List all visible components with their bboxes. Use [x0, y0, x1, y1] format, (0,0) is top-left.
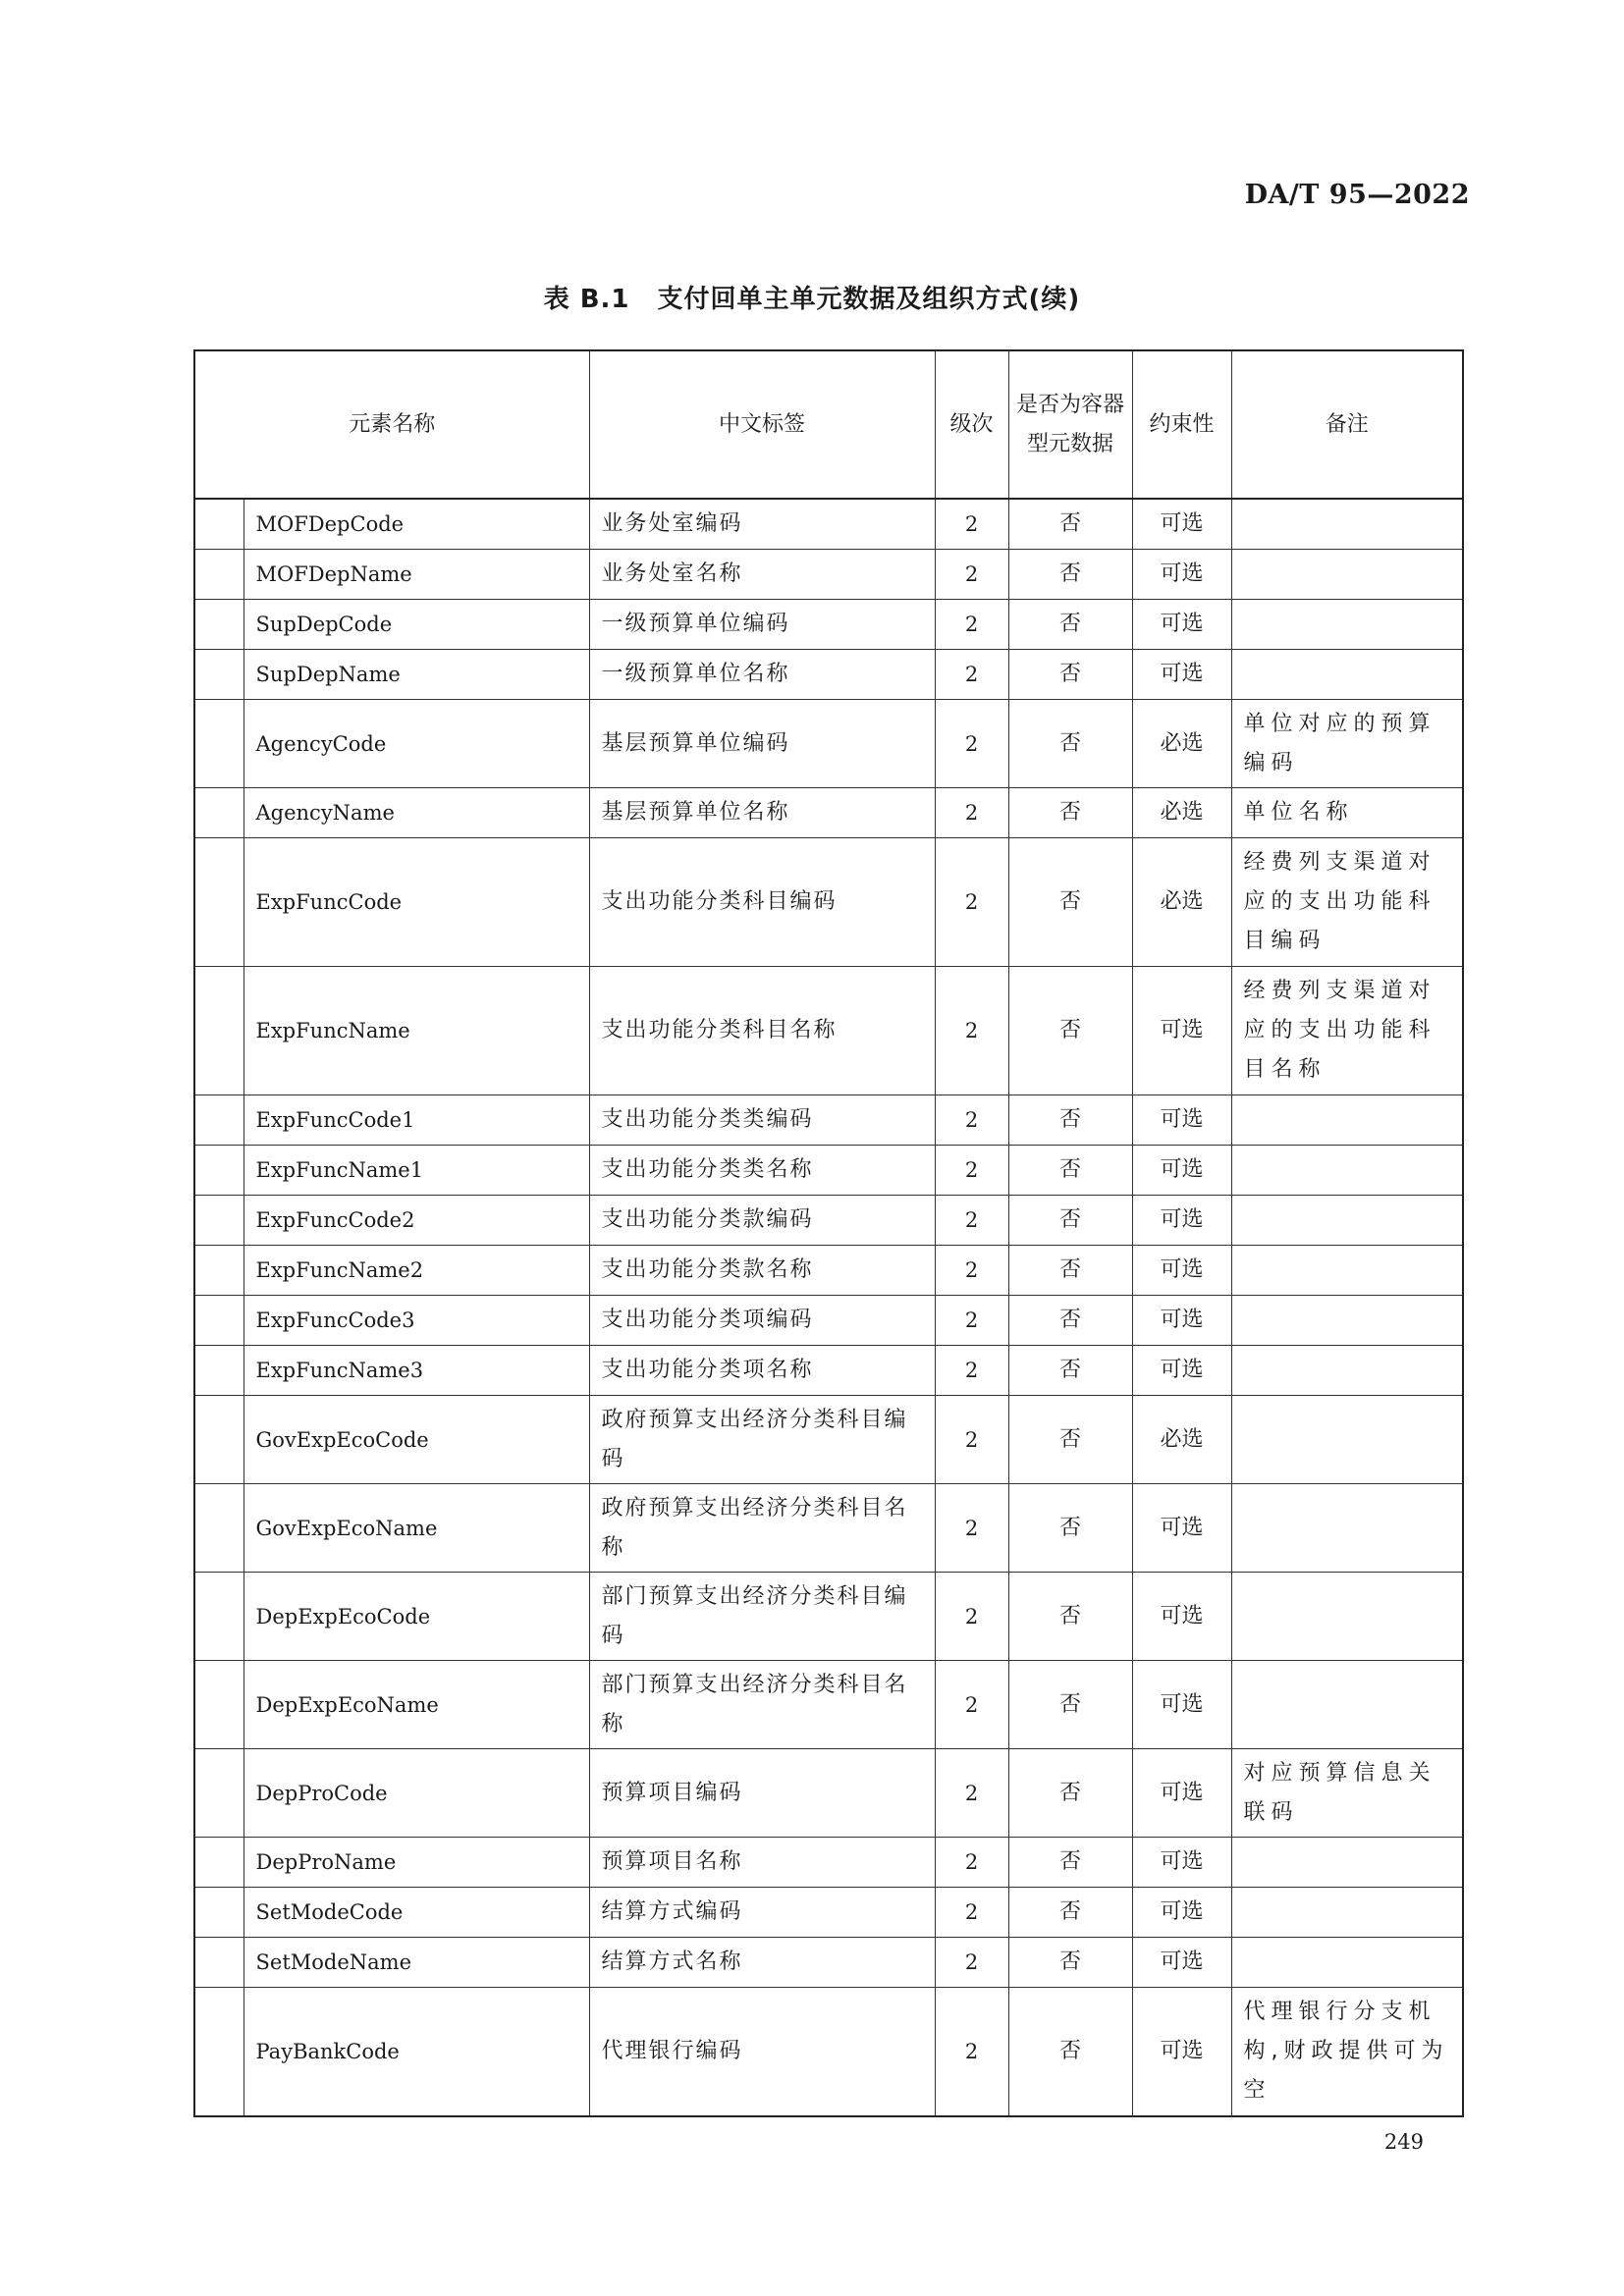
chinese-label-cell: 基层预算单位编码	[589, 700, 935, 788]
table-row	[194, 600, 1463, 650]
indent-cell	[194, 550, 244, 600]
remark-cell: 单位对应的预算编码	[1231, 700, 1463, 788]
is-container-cell: 否	[1008, 838, 1132, 967]
remark-cell: 经费列支渠道对应的支出功能科目名称	[1231, 967, 1463, 1095]
is-container-cell: 否	[1008, 1661, 1132, 1749]
chinese-label-cell: 支出功能分类科目编码	[589, 838, 935, 967]
is-container-cell: 否	[1008, 700, 1132, 788]
remark-cell	[1231, 1346, 1463, 1396]
table-row	[194, 1095, 1463, 1146]
element-name-cell: GovExpEcoName	[244, 1484, 589, 1573]
element-name-cell: DepProCode	[244, 1749, 589, 1838]
header-constraint: 约束性	[1132, 350, 1231, 499]
constraint-cell: 可选	[1132, 1095, 1231, 1146]
indent-cell	[194, 788, 244, 838]
constraint-cell: 可选	[1132, 1988, 1231, 2117]
indent-cell	[194, 1484, 244, 1573]
level-cell: 2	[935, 1573, 1008, 1661]
element-name-cell: ExpFuncCode2	[244, 1196, 589, 1246]
remark-cell	[1231, 1661, 1463, 1749]
element-name-cell: SetModeName	[244, 1938, 589, 1988]
remark-cell: 经费列支渠道对应的支出功能科目编码	[1231, 838, 1463, 967]
remark-cell	[1231, 1484, 1463, 1573]
header-element-name: 元素名称	[194, 350, 589, 499]
chinese-label-cell: 支出功能分类款编码	[589, 1196, 935, 1246]
constraint-cell: 可选	[1132, 967, 1231, 1095]
constraint-cell: 可选	[1132, 1938, 1231, 1988]
indent-cell	[194, 499, 244, 550]
remark-cell	[1231, 550, 1463, 600]
element-name-cell: DepExpEcoCode	[244, 1573, 589, 1661]
is-container-cell: 否	[1008, 650, 1132, 700]
table-row	[194, 1749, 1463, 1838]
chinese-label-cell: 业务处室编码	[589, 499, 935, 550]
is-container-cell: 否	[1008, 550, 1132, 600]
table-row	[194, 1838, 1463, 1888]
table-row	[194, 1573, 1463, 1661]
table-row	[194, 1988, 1463, 2117]
is-container-cell: 否	[1008, 1095, 1132, 1146]
level-cell: 2	[935, 1246, 1008, 1296]
chinese-label-cell: 政府预算支出经济分类科目名称	[589, 1484, 935, 1573]
table-row	[194, 1246, 1463, 1296]
element-name-cell: ExpFuncCode3	[244, 1296, 589, 1346]
indent-cell	[194, 1246, 244, 1296]
remark-cell	[1231, 1396, 1463, 1484]
indent-cell	[194, 700, 244, 788]
chinese-label-cell: 一级预算单位名称	[589, 650, 935, 700]
indent-cell	[194, 1196, 244, 1246]
element-name-cell: DepProName	[244, 1838, 589, 1888]
indent-cell	[194, 838, 244, 967]
level-cell: 2	[935, 700, 1008, 788]
level-cell: 2	[935, 1296, 1008, 1346]
table-row	[194, 788, 1463, 838]
element-name-cell: ExpFuncName2	[244, 1246, 589, 1296]
is-container-cell: 否	[1008, 1988, 1132, 2117]
indent-cell	[194, 1749, 244, 1838]
constraint-cell: 可选	[1132, 1246, 1231, 1296]
table-row	[194, 1888, 1463, 1938]
element-name-cell: MOFDepName	[244, 550, 589, 600]
level-cell: 2	[935, 1838, 1008, 1888]
is-container-cell: 否	[1008, 1888, 1132, 1938]
indent-cell	[194, 1838, 244, 1888]
remark-cell	[1231, 1573, 1463, 1661]
element-name-cell: GovExpEcoCode	[244, 1396, 589, 1484]
remark-cell	[1231, 1296, 1463, 1346]
level-cell: 2	[935, 1988, 1008, 2117]
constraint-cell: 可选	[1132, 1573, 1231, 1661]
indent-cell	[194, 1396, 244, 1484]
metadata-table	[193, 349, 1464, 2117]
constraint-cell: 必选	[1132, 788, 1231, 838]
table-row	[194, 700, 1463, 788]
constraint-cell: 可选	[1132, 1484, 1231, 1573]
level-cell: 2	[935, 1938, 1008, 1988]
header-is-container: 是否为容器型元数据	[1008, 350, 1132, 499]
element-name-cell: ExpFuncCode	[244, 838, 589, 967]
constraint-cell: 可选	[1132, 600, 1231, 650]
level-cell: 2	[935, 1749, 1008, 1838]
level-cell: 2	[935, 838, 1008, 967]
is-container-cell: 否	[1008, 1938, 1132, 1988]
header-level: 级次	[935, 350, 1008, 499]
chinese-label-cell: 基层预算单位名称	[589, 788, 935, 838]
is-container-cell: 否	[1008, 1346, 1132, 1396]
chinese-label-cell: 支出功能分类科目名称	[589, 967, 935, 1095]
table-row	[194, 967, 1463, 1095]
chinese-label-cell: 预算项目编码	[589, 1749, 935, 1838]
element-name-cell: SupDepCode	[244, 600, 589, 650]
level-cell: 2	[935, 650, 1008, 700]
constraint-cell: 必选	[1132, 700, 1231, 788]
indent-cell	[194, 967, 244, 1095]
level-cell: 2	[935, 1661, 1008, 1749]
remark-cell	[1231, 1938, 1463, 1988]
remark-cell	[1231, 1095, 1463, 1146]
level-cell: 2	[935, 550, 1008, 600]
constraint-cell: 可选	[1132, 550, 1231, 600]
is-container-cell: 否	[1008, 499, 1132, 550]
header-remark: 备注	[1231, 350, 1463, 499]
level-cell: 2	[935, 1484, 1008, 1573]
table-row	[194, 1346, 1463, 1396]
indent-cell	[194, 1573, 244, 1661]
is-container-cell: 否	[1008, 1749, 1132, 1838]
constraint-cell: 可选	[1132, 1888, 1231, 1938]
table-title	[0, 279, 1624, 315]
chinese-label-cell: 支出功能分类项名称	[589, 1346, 935, 1396]
table-caption: 支付回单主单元数据及组织方式(续)	[657, 285, 1081, 314]
element-name-cell: DepExpEcoName	[244, 1661, 589, 1749]
remark-cell	[1231, 499, 1463, 550]
chinese-label-cell: 预算项目名称	[589, 1838, 935, 1888]
level-cell: 2	[935, 1196, 1008, 1246]
chinese-label-cell: 代理银行编码	[589, 1988, 935, 2117]
chinese-label-cell: 业务处室名称	[589, 550, 935, 600]
chinese-label-cell: 结算方式编码	[589, 1888, 935, 1938]
element-name-cell: SetModeCode	[244, 1888, 589, 1938]
table-number: 表 B.1	[543, 285, 630, 314]
is-container-cell: 否	[1008, 1573, 1132, 1661]
remark-cell	[1231, 1888, 1463, 1938]
level-cell: 2	[935, 1888, 1008, 1938]
table-row	[194, 838, 1463, 967]
remark-cell	[1231, 600, 1463, 650]
constraint-cell: 可选	[1132, 1146, 1231, 1196]
is-container-cell: 否	[1008, 1296, 1132, 1346]
remark-cell: 单位名称	[1231, 788, 1463, 838]
constraint-cell: 可选	[1132, 1346, 1231, 1396]
level-cell: 2	[935, 788, 1008, 838]
chinese-label-cell: 支出功能分类类名称	[589, 1146, 935, 1196]
remark-cell: 对应预算信息关联码	[1231, 1749, 1463, 1838]
constraint-cell: 可选	[1132, 1661, 1231, 1749]
is-container-cell: 否	[1008, 600, 1132, 650]
header-chinese-label: 中文标签	[589, 350, 935, 499]
element-name-cell: ExpFuncName	[244, 967, 589, 1095]
indent-cell	[194, 1888, 244, 1938]
table-row	[194, 550, 1463, 600]
is-container-cell: 否	[1008, 1838, 1132, 1888]
level-cell: 2	[935, 600, 1008, 650]
indent-cell	[194, 650, 244, 700]
level-cell: 2	[935, 1346, 1008, 1396]
level-cell: 2	[935, 1146, 1008, 1196]
is-container-cell: 否	[1008, 1396, 1132, 1484]
remark-cell: 代理银行分支机构,财政提供可为空	[1231, 1988, 1463, 2117]
indent-cell	[194, 1938, 244, 1988]
level-cell: 2	[935, 967, 1008, 1095]
indent-cell	[194, 1095, 244, 1146]
chinese-label-cell: 政府预算支出经济分类科目编码	[589, 1396, 935, 1484]
chinese-label-cell: 结算方式名称	[589, 1938, 935, 1988]
remark-cell	[1231, 1838, 1463, 1888]
level-cell: 2	[935, 499, 1008, 550]
chinese-label-cell: 支出功能分类类编码	[589, 1095, 935, 1146]
chinese-label-cell: 支出功能分类款名称	[589, 1246, 935, 1296]
level-cell: 2	[935, 1396, 1008, 1484]
element-name-cell: ExpFuncCode1	[244, 1095, 589, 1146]
element-name-cell: AgencyName	[244, 788, 589, 838]
indent-cell	[194, 1988, 244, 2117]
remark-cell	[1231, 1246, 1463, 1296]
table-header-row	[194, 350, 1463, 499]
table-row	[194, 1296, 1463, 1346]
is-container-cell: 否	[1008, 1246, 1132, 1296]
is-container-cell: 否	[1008, 1484, 1132, 1573]
constraint-cell: 可选	[1132, 1749, 1231, 1838]
table-row	[194, 499, 1463, 550]
is-container-cell: 否	[1008, 1146, 1132, 1196]
element-name-cell: ExpFuncName3	[244, 1346, 589, 1396]
is-container-cell: 否	[1008, 1196, 1132, 1246]
page-number: 249	[1383, 2130, 1424, 2154]
indent-cell	[194, 1346, 244, 1396]
constraint-cell: 必选	[1132, 838, 1231, 967]
is-container-cell: 否	[1008, 788, 1132, 838]
table-body	[194, 499, 1463, 2116]
chinese-label-cell: 部门预算支出经济分类科目名称	[589, 1661, 935, 1749]
indent-cell	[194, 1661, 244, 1749]
table-row	[194, 1196, 1463, 1246]
constraint-cell: 可选	[1132, 650, 1231, 700]
table-row	[194, 1484, 1463, 1573]
element-name-cell: PayBankCode	[244, 1988, 589, 2117]
chinese-label-cell: 支出功能分类项编码	[589, 1296, 935, 1346]
indent-cell	[194, 1296, 244, 1346]
constraint-cell: 必选	[1132, 1396, 1231, 1484]
constraint-cell: 可选	[1132, 499, 1231, 550]
chinese-label-cell: 部门预算支出经济分类科目编码	[589, 1573, 935, 1661]
chinese-label-cell: 一级预算单位编码	[589, 600, 935, 650]
is-container-cell: 否	[1008, 967, 1132, 1095]
level-cell: 2	[935, 1095, 1008, 1146]
element-name-cell: AgencyCode	[244, 700, 589, 788]
constraint-cell: 可选	[1132, 1838, 1231, 1888]
indent-cell	[194, 1146, 244, 1196]
constraint-cell: 可选	[1132, 1196, 1231, 1246]
table-row	[194, 650, 1463, 700]
table-row	[194, 1396, 1463, 1484]
element-name-cell: ExpFuncName1	[244, 1146, 589, 1196]
constraint-cell: 可选	[1132, 1296, 1231, 1346]
remark-cell	[1231, 650, 1463, 700]
table-row	[194, 1938, 1463, 1988]
indent-cell	[194, 600, 244, 650]
element-name-cell: SupDepName	[244, 650, 589, 700]
remark-cell	[1231, 1146, 1463, 1196]
element-name-cell: MOFDepCode	[244, 499, 589, 550]
table-row	[194, 1661, 1463, 1749]
document-code: DA/T 95—2022	[1244, 180, 1470, 210]
remark-cell	[1231, 1196, 1463, 1246]
table-row	[194, 1146, 1463, 1196]
